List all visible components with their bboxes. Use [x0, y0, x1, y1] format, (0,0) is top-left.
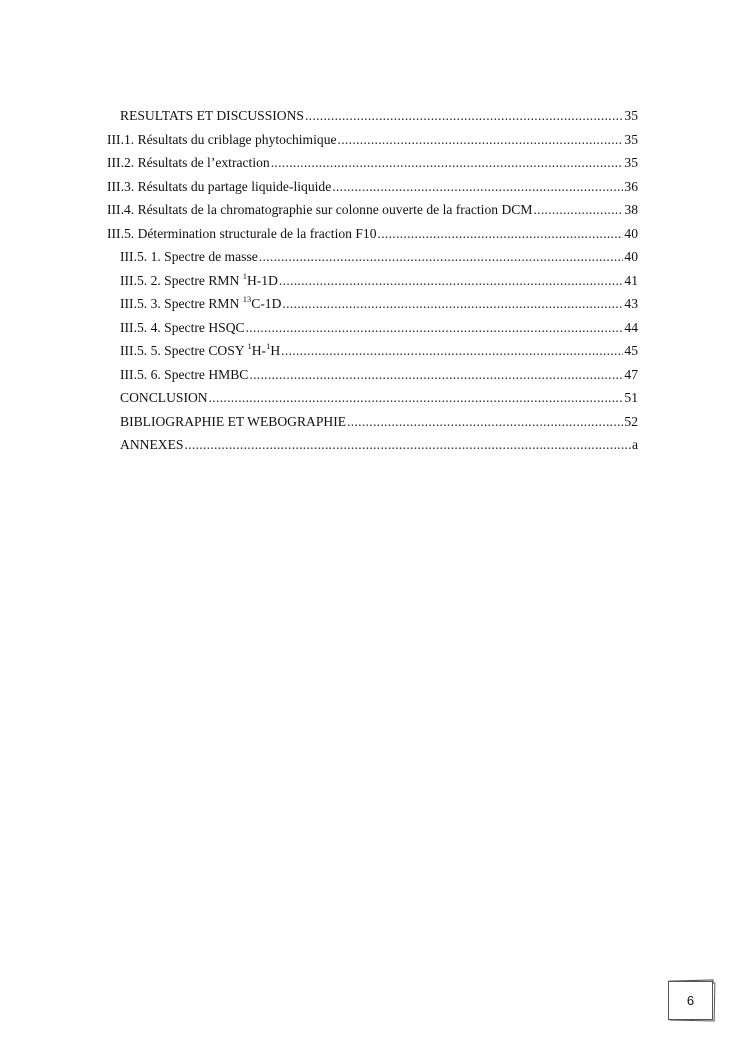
toc-entry-page: 38 [624, 202, 638, 217]
superscript: 13 [242, 294, 252, 304]
toc-entry-III-4[interactable] [107, 198, 638, 222]
toc-entry-III-3[interactable] [107, 175, 638, 199]
superscript: 1 [247, 341, 252, 351]
toc-entry-title: III.1. Résultats du criblage phytochimique [107, 131, 337, 147]
dot-leader [271, 151, 624, 175]
dot-leader [378, 222, 624, 246]
toc-entry-title: III.5. 6. Spectre HMBC [120, 366, 249, 382]
toc-entry-title: III.5. 1. Spectre de masse [120, 249, 258, 264]
toc-entry-page: 45 [624, 343, 638, 358]
toc-entry-title: III.3. Résultats du partage liquide-liquide [107, 178, 332, 194]
dot-leader [249, 363, 623, 387]
toc-entry-title: RESULTATS ET DISCUSSIONS [120, 108, 304, 123]
dot-leader [347, 410, 623, 434]
dot-leader [209, 386, 624, 410]
dot-leader [305, 104, 623, 128]
toc-entry-III-5-1[interactable] [107, 245, 638, 269]
toc-entry-page: 51 [624, 390, 638, 405]
toc-entry-page: 35 [624, 155, 638, 170]
toc-entry-III-5-5[interactable] [107, 339, 638, 363]
toc-entry-III-2[interactable] [107, 151, 638, 175]
toc-entry-bibliographie[interactable] [107, 410, 638, 434]
page-number: 6 [686, 992, 695, 1008]
toc-entry-page: 40 [624, 225, 638, 241]
toc-entry-page: 52 [624, 413, 638, 429]
toc-entry-title: III.5. Détermination structurale de la fraction F10 [107, 225, 377, 241]
toc-entry-title: III.2. Résultats de l’extraction [107, 155, 270, 170]
toc-entry-page: 40 [624, 249, 638, 264]
toc-title-part: H-1D [246, 272, 278, 288]
toc-entry-title [120, 292, 281, 316]
dot-leader [282, 292, 623, 316]
page-number-box [668, 980, 714, 1020]
toc-entry-page: 47 [624, 366, 638, 382]
toc-entry-III-5-6[interactable] [107, 363, 638, 387]
toc-title-part: III.5. 5. Spectre COSY [120, 343, 248, 358]
superscript: 1 [266, 341, 271, 351]
dot-leader [338, 128, 624, 152]
toc-title-part: III.5. 3. Spectre RMN [120, 296, 243, 311]
toc-entry-page: a [631, 437, 638, 452]
toc-title-part: H [270, 343, 281, 358]
toc-entry-conclusion[interactable] [107, 386, 638, 410]
dot-leader [533, 198, 623, 222]
toc-entry-title: ANNEXES [120, 437, 184, 452]
toc-entry-title: III.5. 4. Spectre HSQC [120, 319, 245, 335]
toc-entry-title: III.4. Résultats de la chromatographie sur colonne ouverte de la fraction DCM [107, 202, 533, 217]
toc-entry-III-5-2[interactable] [107, 269, 638, 293]
toc-entry-page: 44 [624, 319, 638, 335]
dot-leader [279, 269, 623, 293]
toc-entry-page: 41 [624, 272, 638, 288]
toc-entry-title [120, 269, 278, 293]
toc-entry-III-1[interactable] [107, 128, 638, 152]
dot-leader [259, 245, 624, 269]
toc-title-part: C-1D [251, 296, 282, 311]
toc-entry-resultats-discussions[interactable] [107, 104, 638, 128]
toc-entry-title: BIBLIOGRAPHIE ET WEBOGRAPHIE [120, 413, 347, 429]
dot-leader [184, 433, 631, 457]
toc-entry-III-5[interactable] [107, 222, 638, 246]
toc-entry-title [120, 339, 280, 363]
toc-entry-page: 35 [624, 108, 638, 123]
dot-leader [246, 316, 624, 340]
toc-title-part: H- [251, 343, 267, 358]
dot-leader [332, 175, 623, 199]
superscript: 1 [242, 270, 247, 281]
toc-entry-III-5-4[interactable] [107, 316, 638, 340]
dot-leader [281, 339, 623, 363]
toc-entry-III-5-3[interactable] [107, 292, 638, 316]
toc-entry-page: 36 [624, 178, 638, 194]
toc-title-part: III.5. 2. Spectre RMN [120, 272, 243, 288]
toc-entry-page: 35 [624, 131, 638, 147]
table-of-contents [107, 104, 638, 457]
toc-entry-annexes[interactable] [107, 433, 638, 457]
toc-entry-title: CONCLUSION [120, 390, 208, 405]
toc-entry-page: 43 [624, 296, 638, 311]
